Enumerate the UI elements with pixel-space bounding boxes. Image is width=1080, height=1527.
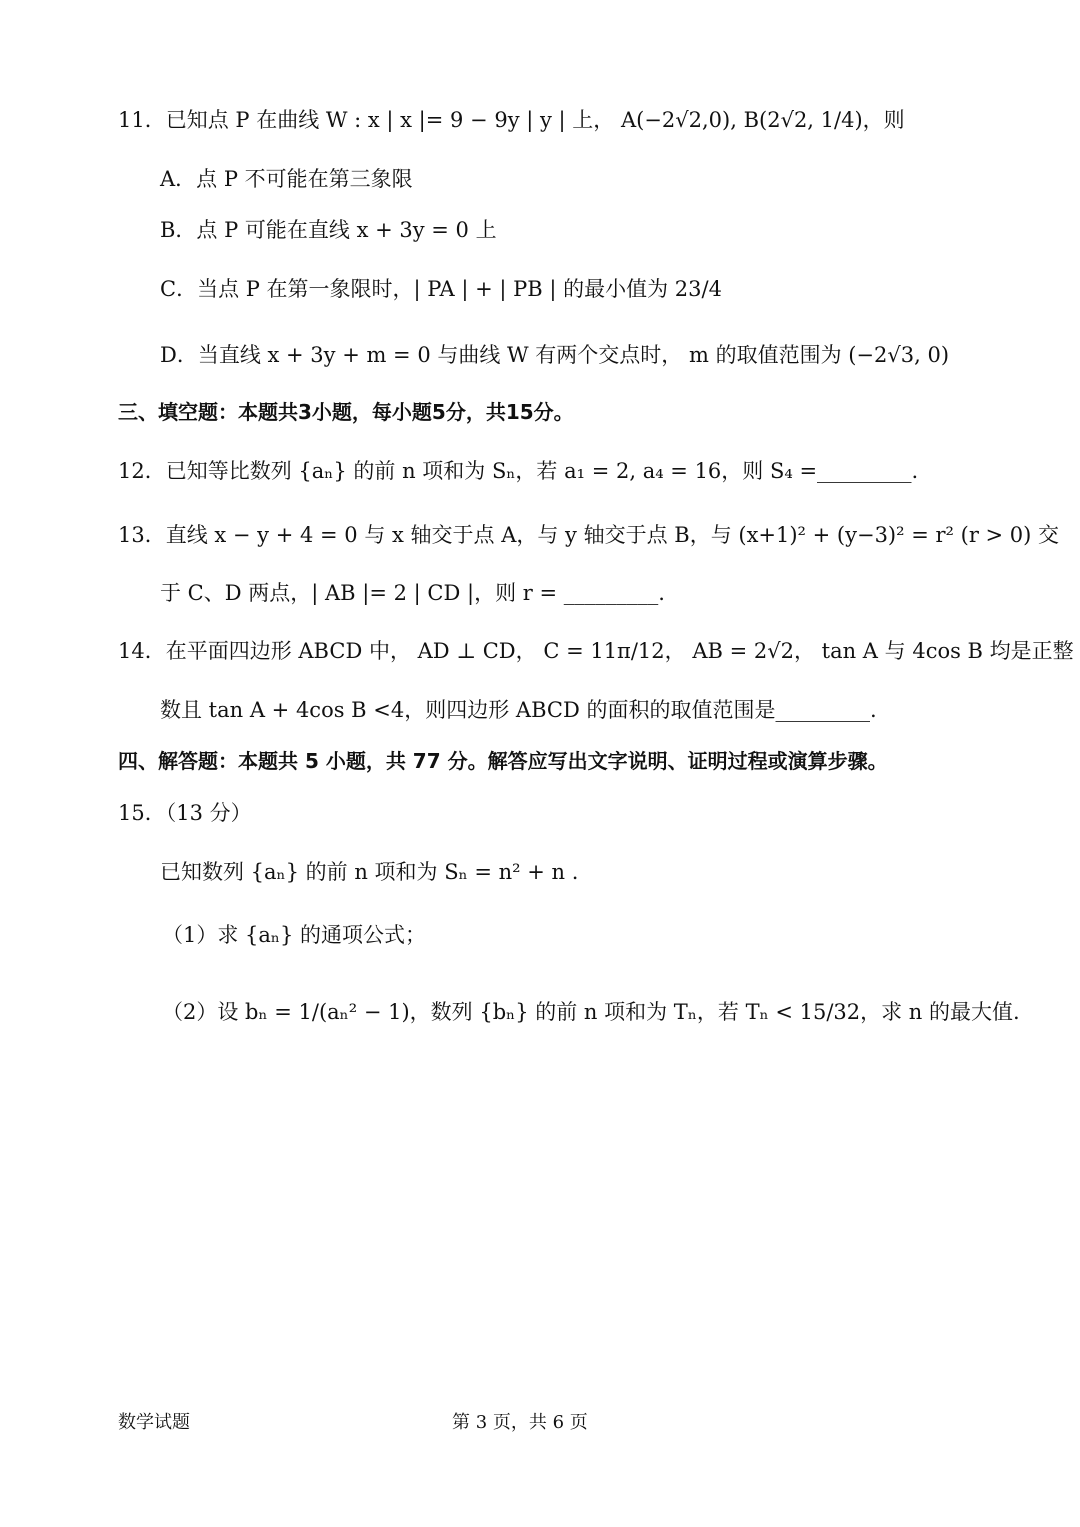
question-14-line-2: 数且 tan A + 4cos B <4，则四边形 ABCD 的面积的取值范围是_________. — [160, 698, 877, 722]
question-15-part-1: （1）求 {aₙ} 的通项公式； — [162, 923, 427, 947]
question-15-heading: 15．（13 分） — [118, 801, 252, 825]
footer-subject: 数学试题 — [118, 1412, 190, 1433]
question-11-option-d: D．当直线 x + 3y + m = 0 与曲线 W 有两个交点时， m 的取值范围为 (−2√3, 0) — [160, 343, 950, 367]
question-15-stem: 已知数列 {aₙ} 的前 n 项和为 Sₙ = n² + n . — [160, 860, 579, 884]
question-14-line-1: 14．在平面四边形 ABCD 中， AD ⊥ CD， C = 11π/12， AB = 2√2， tan A 与 4cos B 均是正整 — [118, 639, 1074, 663]
question-11-option-a: A．点 P 不可能在第三象限 — [160, 167, 413, 191]
question-11-stem: 11．已知点 P 在曲线 W : x | x |= 9 − 9y | y | 上， A(−2√2,0), B(2√2, 1/4)，则 — [118, 108, 905, 132]
question-15-part-2: （2）设 bₙ = 1/(aₙ² − 1)，数列 {bₙ} 的前 n 项和为 Tₙ，若 Tₙ < 15/32，求 n 的最大值. — [162, 1000, 1020, 1024]
question-11-option-b: B．点 P 可能在直线 x + 3y = 0 上 — [160, 218, 497, 242]
question-12: 12．已知等比数列 {aₙ} 的前 n 项和为 Sₙ，若 a₁ = 2, a₄ = 16，则 S₄ =_________. — [118, 459, 919, 483]
section-4-heading: 四、解答题：本题共 5 小题，共 77 分。解答应写出文字说明、证明过程或演算步骤。 — [118, 749, 888, 773]
question-13-line-2: 于 C、D 两点，| AB |= 2 | CD |，则 r = _________. — [160, 581, 665, 605]
question-11-option-c: C．当点 P 在第一象限时，| PA | + | PB | 的最小值为 23/4 — [160, 277, 722, 301]
footer-page-number: 第 3 页，共 6 页 — [452, 1412, 588, 1433]
section-3-heading: 三、填空题：本题共3小题，每小题5分，共15分。 — [118, 400, 574, 424]
question-13-line-1: 13．直线 x − y + 4 = 0 与 x 轴交于点 A，与 y 轴交于点 B，与 (x+1)² + (y−3)² = r² (r > 0) 交 — [118, 523, 1060, 547]
